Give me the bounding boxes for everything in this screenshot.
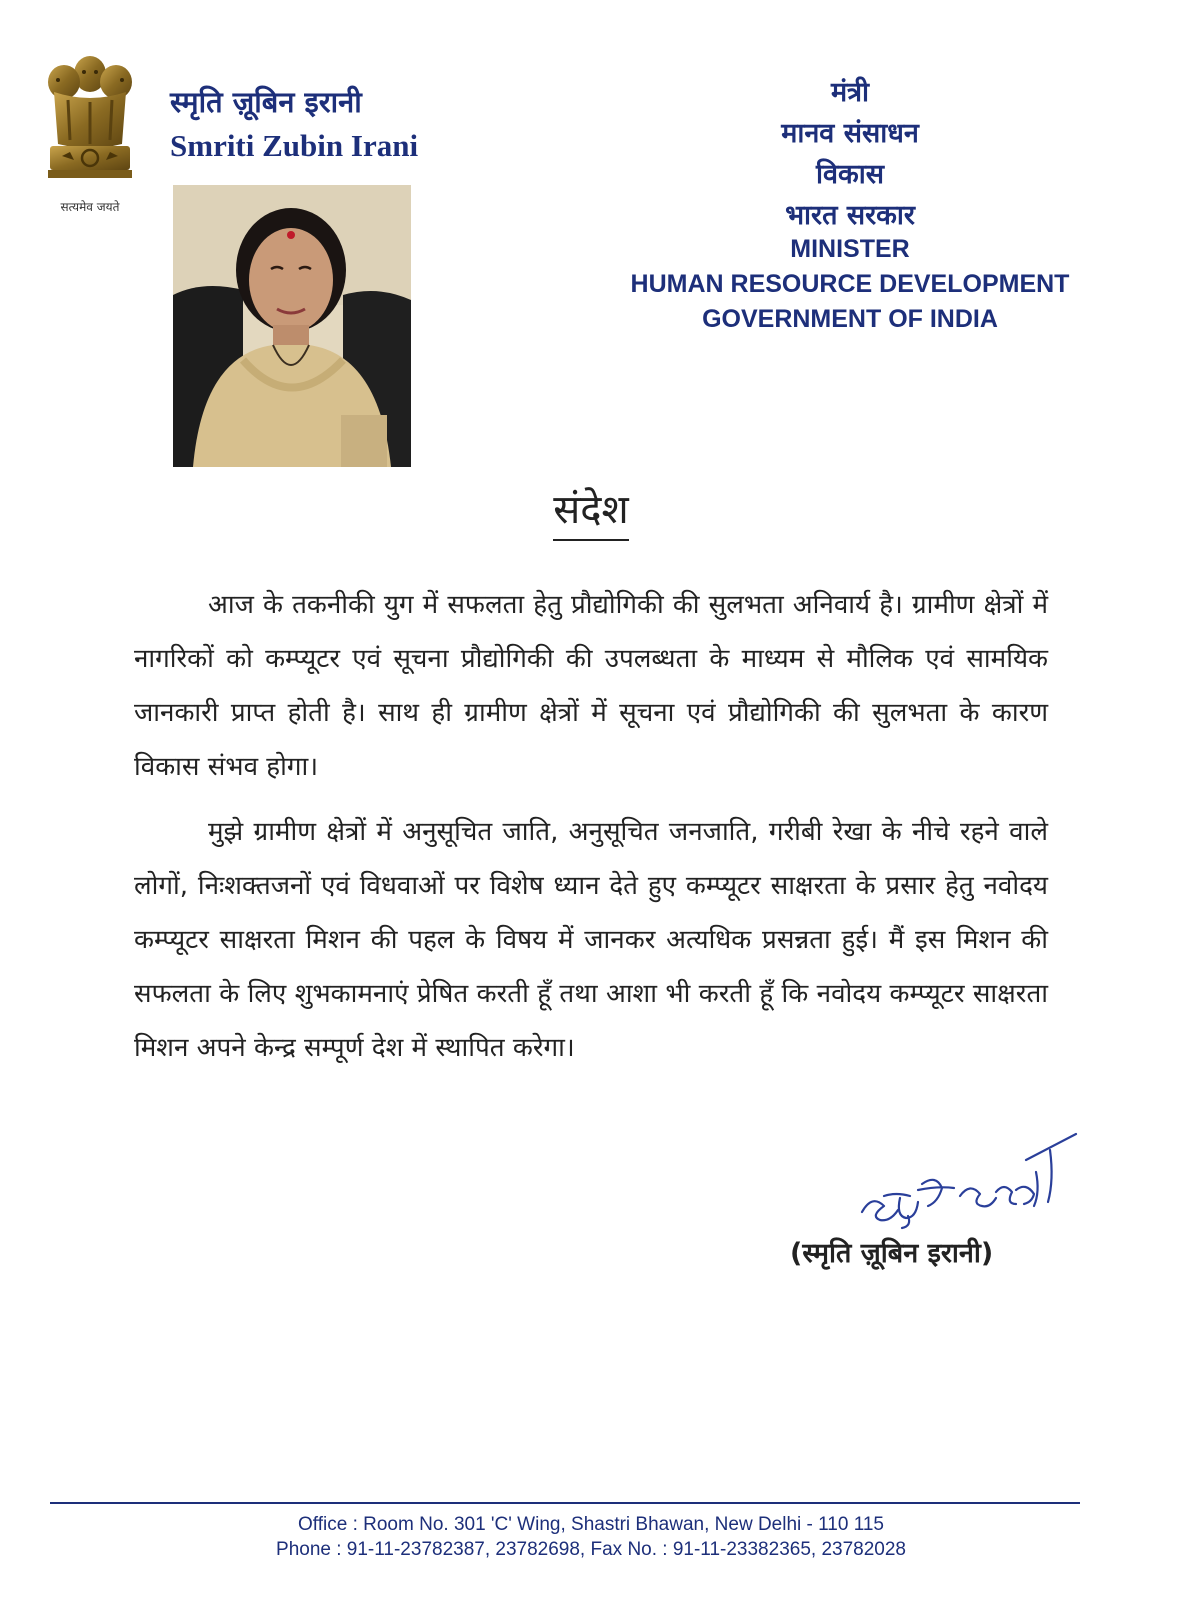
footer-divider — [50, 1502, 1080, 1504]
designation-english-line: GOVERNMENT OF INDIA — [702, 305, 998, 333]
designation-english-line: MINISTER — [790, 235, 910, 263]
footer-office-address: Office : Room No. 301 'C' Wing, Shastri Bhawan, New Delhi - 110 115 — [298, 1514, 884, 1535]
letter-body — [134, 578, 1048, 1086]
ashoka-emblem-icon — [40, 52, 140, 192]
emblem-motto: सत्यमेव जयते — [60, 200, 120, 214]
handwritten-signature — [850, 1100, 1090, 1240]
footer — [0, 1512, 1182, 1562]
letter-paragraph: आज के तकनीकी युग में सफलता हेतु प्रौद्योगिकी की सुलभता अनिवार्य है। ग्रामीण क्षेत्रों में नागरिकों को कम्प्यूटर एवं सूचना प्रौद्योगिकी की उपलब्धता के माध्यम से मौलिक एवं सामयिक जानकारी प्राप्त होती है। साथ ही ग्रामीण क्षेत्रों में सूचना एवं प्रौद्योगिकी की सुलभता के कारण विकास संभव होगा। — [134, 590, 1048, 782]
designation-hindi-line: भारत सरकार — [785, 200, 915, 231]
letter-heading-wrap — [0, 480, 1182, 541]
minister-name-hindi: स्मृति ज़ूबिन इरानी — [170, 85, 362, 119]
portrait-photo-icon — [173, 185, 411, 467]
signatory-name: (स्मृति ज़ूबिन इरानी) — [790, 1238, 994, 1269]
designation-hindi-line: विकास — [816, 159, 884, 190]
designation-english-line: HUMAN RESOURCE DEVELOPMENT — [630, 270, 1070, 298]
letter-paragraph: मुझे ग्रामीण क्षेत्रों में अनुसूचित जाति, अनुसूचित जनजाति, गरीबी रेखा के नीचे रहने वाले लोगों, निःशक्तजनों एवं विधवाओं पर विशेष ध्यान देते हुए कम्प्यूटर साक्षरता के प्रसार हेतु नवोदय कम्प्यूटर साक्षरता मिशन की पहल के विषय में जानकर अत्यधिक प्रसन्नता हुई। मैं इस मिशन की सफलता के लिए शुभकामनाएं प्रेषित करती हूँ तथा आशा भी करती हूँ कि नवोदय कम्प्यूटर साक्षरता मिशन अपने केन्द्र सम्पूर्ण देश में स्थापित करेगा। — [134, 817, 1048, 1063]
minister-name-english: Smriti Zubin Irani — [170, 128, 419, 163]
signature-icon — [850, 1100, 1090, 1240]
designation-hindi-line: मानव संसाधन — [781, 118, 919, 149]
designation-hindi-line: मंत्री — [830, 77, 870, 108]
letter-heading: संदेश — [553, 480, 628, 541]
ashoka-emblem — [40, 52, 140, 222]
footer-phone: Phone : 91-11-23782387, 23782698, Fax No. : 91-11-23382365, 23782028 — [276, 1539, 906, 1560]
minister-photo — [173, 185, 411, 467]
designation-block — [600, 72, 1100, 337]
